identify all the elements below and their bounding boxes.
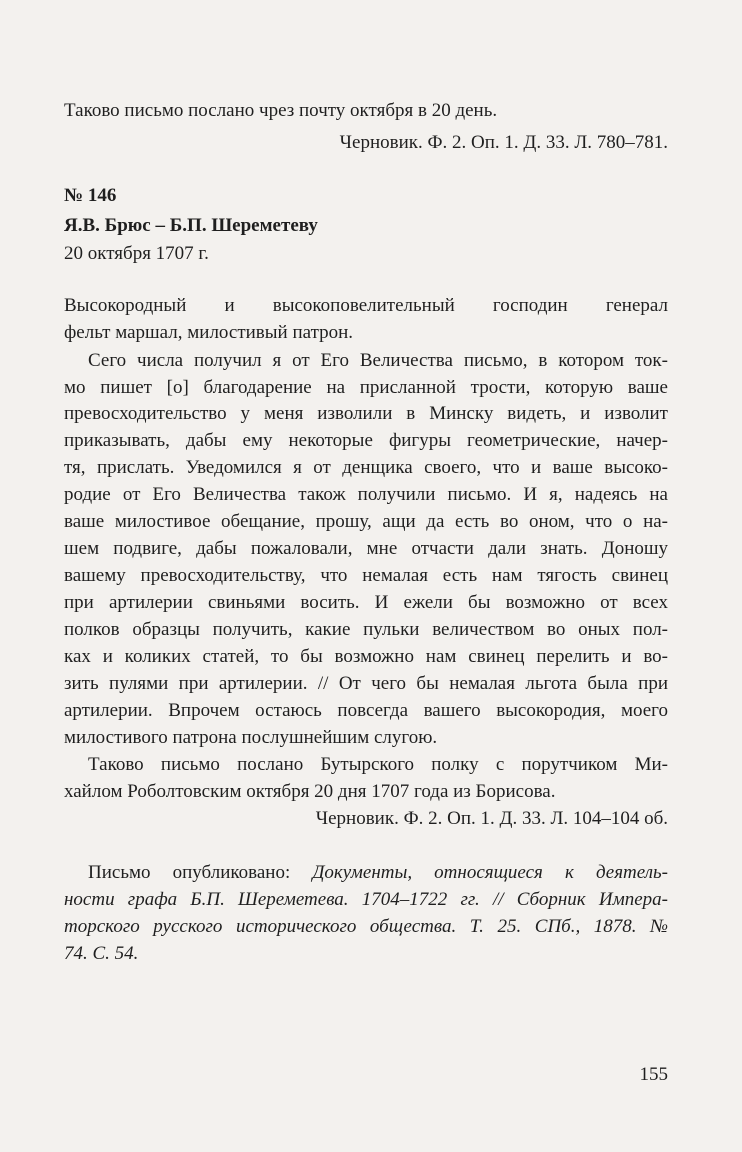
body-line: приказывать, дабы ему некоторые фигуры геометрические, начер- [64,430,668,451]
body-line: тя, прислать. Уведомился я от денщика своего, что и ваше высоко- [64,457,668,478]
publication-title-start: Документы, относящиеся к деятель- [312,862,668,883]
dispatch-note-line-2: хайлом Роболтовским октября 20 дня 1707 года из Борисова. [64,781,556,802]
body-line: милостивого патрона послушнейшим слугою. [64,727,438,748]
publication-line-4: 74. С. 54. [64,943,139,964]
body-line: превосходительство у меня изволили в Минску видеть, и изволит [64,403,668,424]
body-line: мо пишет [о] благодарение на присланной трости, которую ваше [64,377,668,398]
body-line: при артилерии свиньями восить. И ежели бы возможно от всех [64,592,668,613]
publication-line-1 [88,862,668,884]
body-line: артилерии. Впрочем остаюсь повсегда вашего высокородия, моего [64,700,668,721]
salutation-line-1: Высокородный и высокоповелительный господин генерал [64,295,668,316]
body-line: ваше милостивое обещание, прошу, ащи да есть во оном, что о на- [64,511,668,532]
document-date: 20 октября 1707 г. [64,243,209,264]
publication-intro: Письмо опубликовано: [88,862,313,883]
document-number: № 146 [64,185,117,206]
document-heading: Я.В. Брюс – Б.П. Шереметеву [64,215,318,236]
salutation-line-2: фельт маршал, милостивый патрон. [64,322,354,343]
page-number: 155 [639,1064,668,1085]
document-source: Черновик. Ф. 2. Оп. 1. Д. 33. Л. 104–104 об. [315,808,668,829]
body-line: зить пулями при артилерии. // От чего бы немалая льгота была при [64,673,668,694]
publication-line-2: ности графа Б.П. Шереметева. 1704–1722 гг. // Сборник Импера- [64,889,668,910]
previous-letter-source: Черновик. Ф. 2. Оп. 1. Д. 33. Л. 780–781. [339,132,668,153]
body-line: Сего числа получил я от Его Величества письмо, в котором ток- [88,350,668,371]
body-line: полков образцы получить, какие пульки величеством во оных пол- [64,619,668,640]
body-line: вашему превосходительству, что немалая есть нам тягость свинец [64,565,668,586]
previous-letter-closing: Таково письмо послано чрез почту октября в 20 день. [64,100,498,121]
body-line: шем подвиге, дабы пожаловали, мне отчасти дали знать. Доношу [64,538,668,559]
dispatch-note-line-1: Таково письмо послано Бутырского полку с порутчиком Ми- [88,754,668,775]
publication-line-3: торского русского исторического общества. Т. 25. СПб., 1878. № [64,916,668,937]
body-line: ках и коликих статей, то бы возможно нам свинец перелить и во- [64,646,668,667]
body-line: родие от Его Величества також получили письмо. И я, надеясь на [64,484,668,505]
